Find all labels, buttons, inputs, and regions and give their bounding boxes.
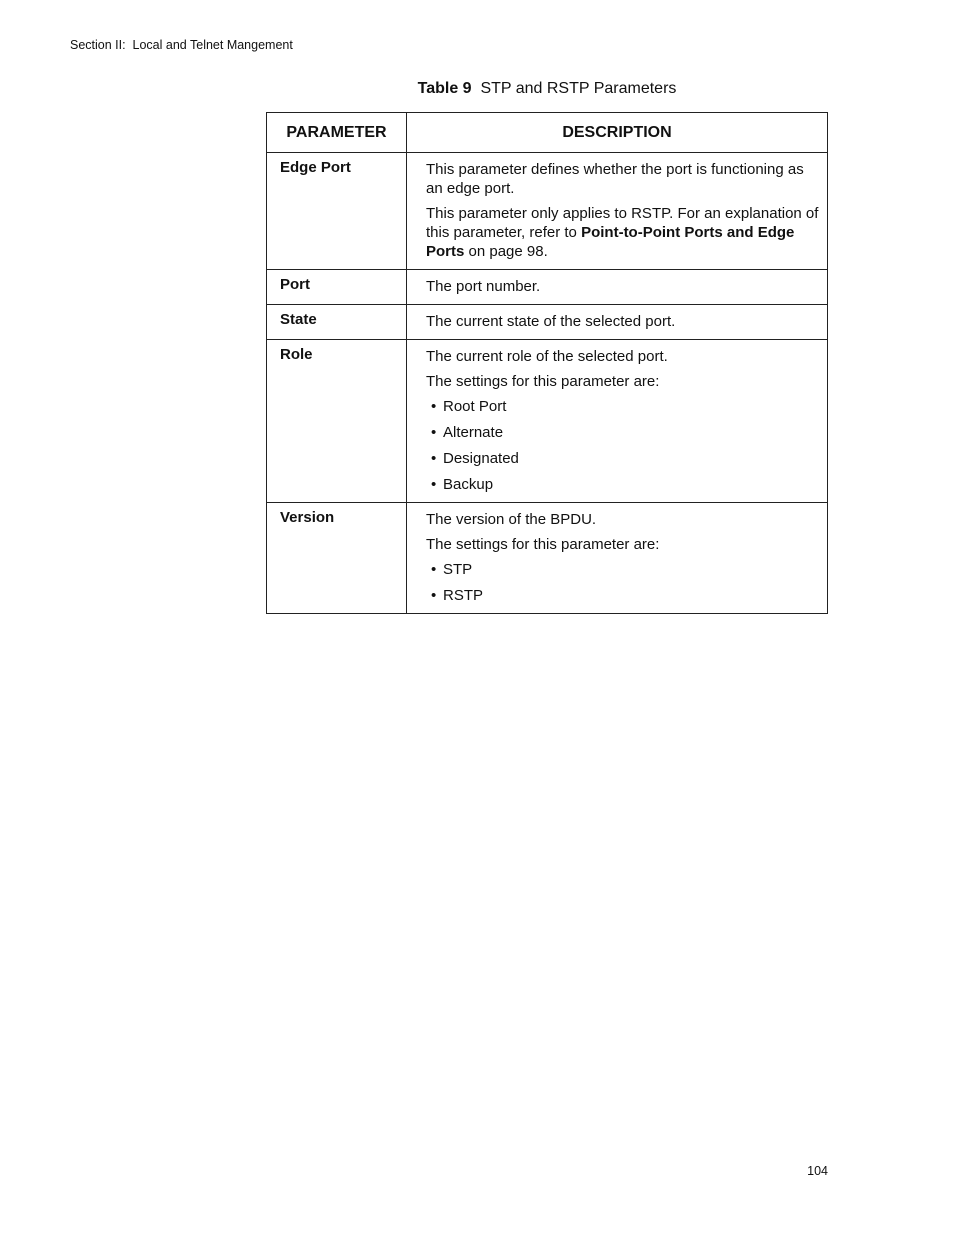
table-caption-label: Table 9	[417, 80, 472, 97]
table-row	[267, 340, 828, 503]
desc-paragraph: The current state of the selected port.	[426, 313, 676, 330]
page-number: 104	[807, 1164, 828, 1178]
param-desc-edge-port	[407, 153, 828, 270]
desc-paragraph: The settings for this parameter are:	[426, 373, 660, 390]
cross-reference: Point-to-Point Ports and Edge Ports	[426, 224, 795, 260]
options-list	[426, 397, 821, 494]
running-header: Section II: Local and Telnet Mangement	[70, 38, 293, 52]
list-item: • Root Port	[431, 397, 821, 416]
table-row	[267, 270, 828, 305]
param-name-role: Role	[267, 340, 407, 503]
table-caption	[266, 80, 828, 98]
table-header-row	[267, 113, 828, 153]
desc-paragraph: This parameter defines whether the port is functioning as an edge port.	[426, 161, 804, 197]
param-desc-version	[407, 503, 828, 614]
list-item: • Alternate	[431, 423, 821, 442]
parameters-table	[266, 112, 828, 614]
param-name-edge-port: Edge Port	[267, 153, 407, 270]
table-caption-title: STP and RSTP Parameters	[480, 80, 677, 97]
table-row	[267, 305, 828, 340]
list-item: • Backup	[431, 475, 821, 494]
param-name-state: State	[267, 305, 407, 340]
options-list	[426, 560, 821, 605]
desc-text: on page 98.	[464, 243, 548, 260]
param-desc-port	[407, 270, 828, 305]
desc-paragraph: The version of the BPDU.	[426, 511, 597, 528]
param-name-port: Port	[267, 270, 407, 305]
param-desc-role	[407, 340, 828, 503]
param-name-version: Version	[267, 503, 407, 614]
desc-paragraph: The port number.	[426, 278, 541, 295]
desc-paragraph: The settings for this parameter are:	[426, 536, 660, 553]
column-header-description: DESCRIPTION	[407, 113, 828, 153]
list-item: • Designated	[431, 449, 821, 468]
column-header-parameter: PARAMETER	[267, 113, 407, 153]
param-desc-state	[407, 305, 828, 340]
desc-text: This parameter only applies to RSTP. For an explanation of this parameter, refer to	[426, 205, 819, 241]
list-item: • RSTP	[431, 586, 821, 605]
table-row	[267, 153, 828, 270]
list-item: • STP	[431, 560, 821, 579]
table-row	[267, 503, 828, 614]
desc-paragraph: The current role of the selected port.	[426, 348, 668, 365]
desc-paragraph	[426, 204, 821, 261]
